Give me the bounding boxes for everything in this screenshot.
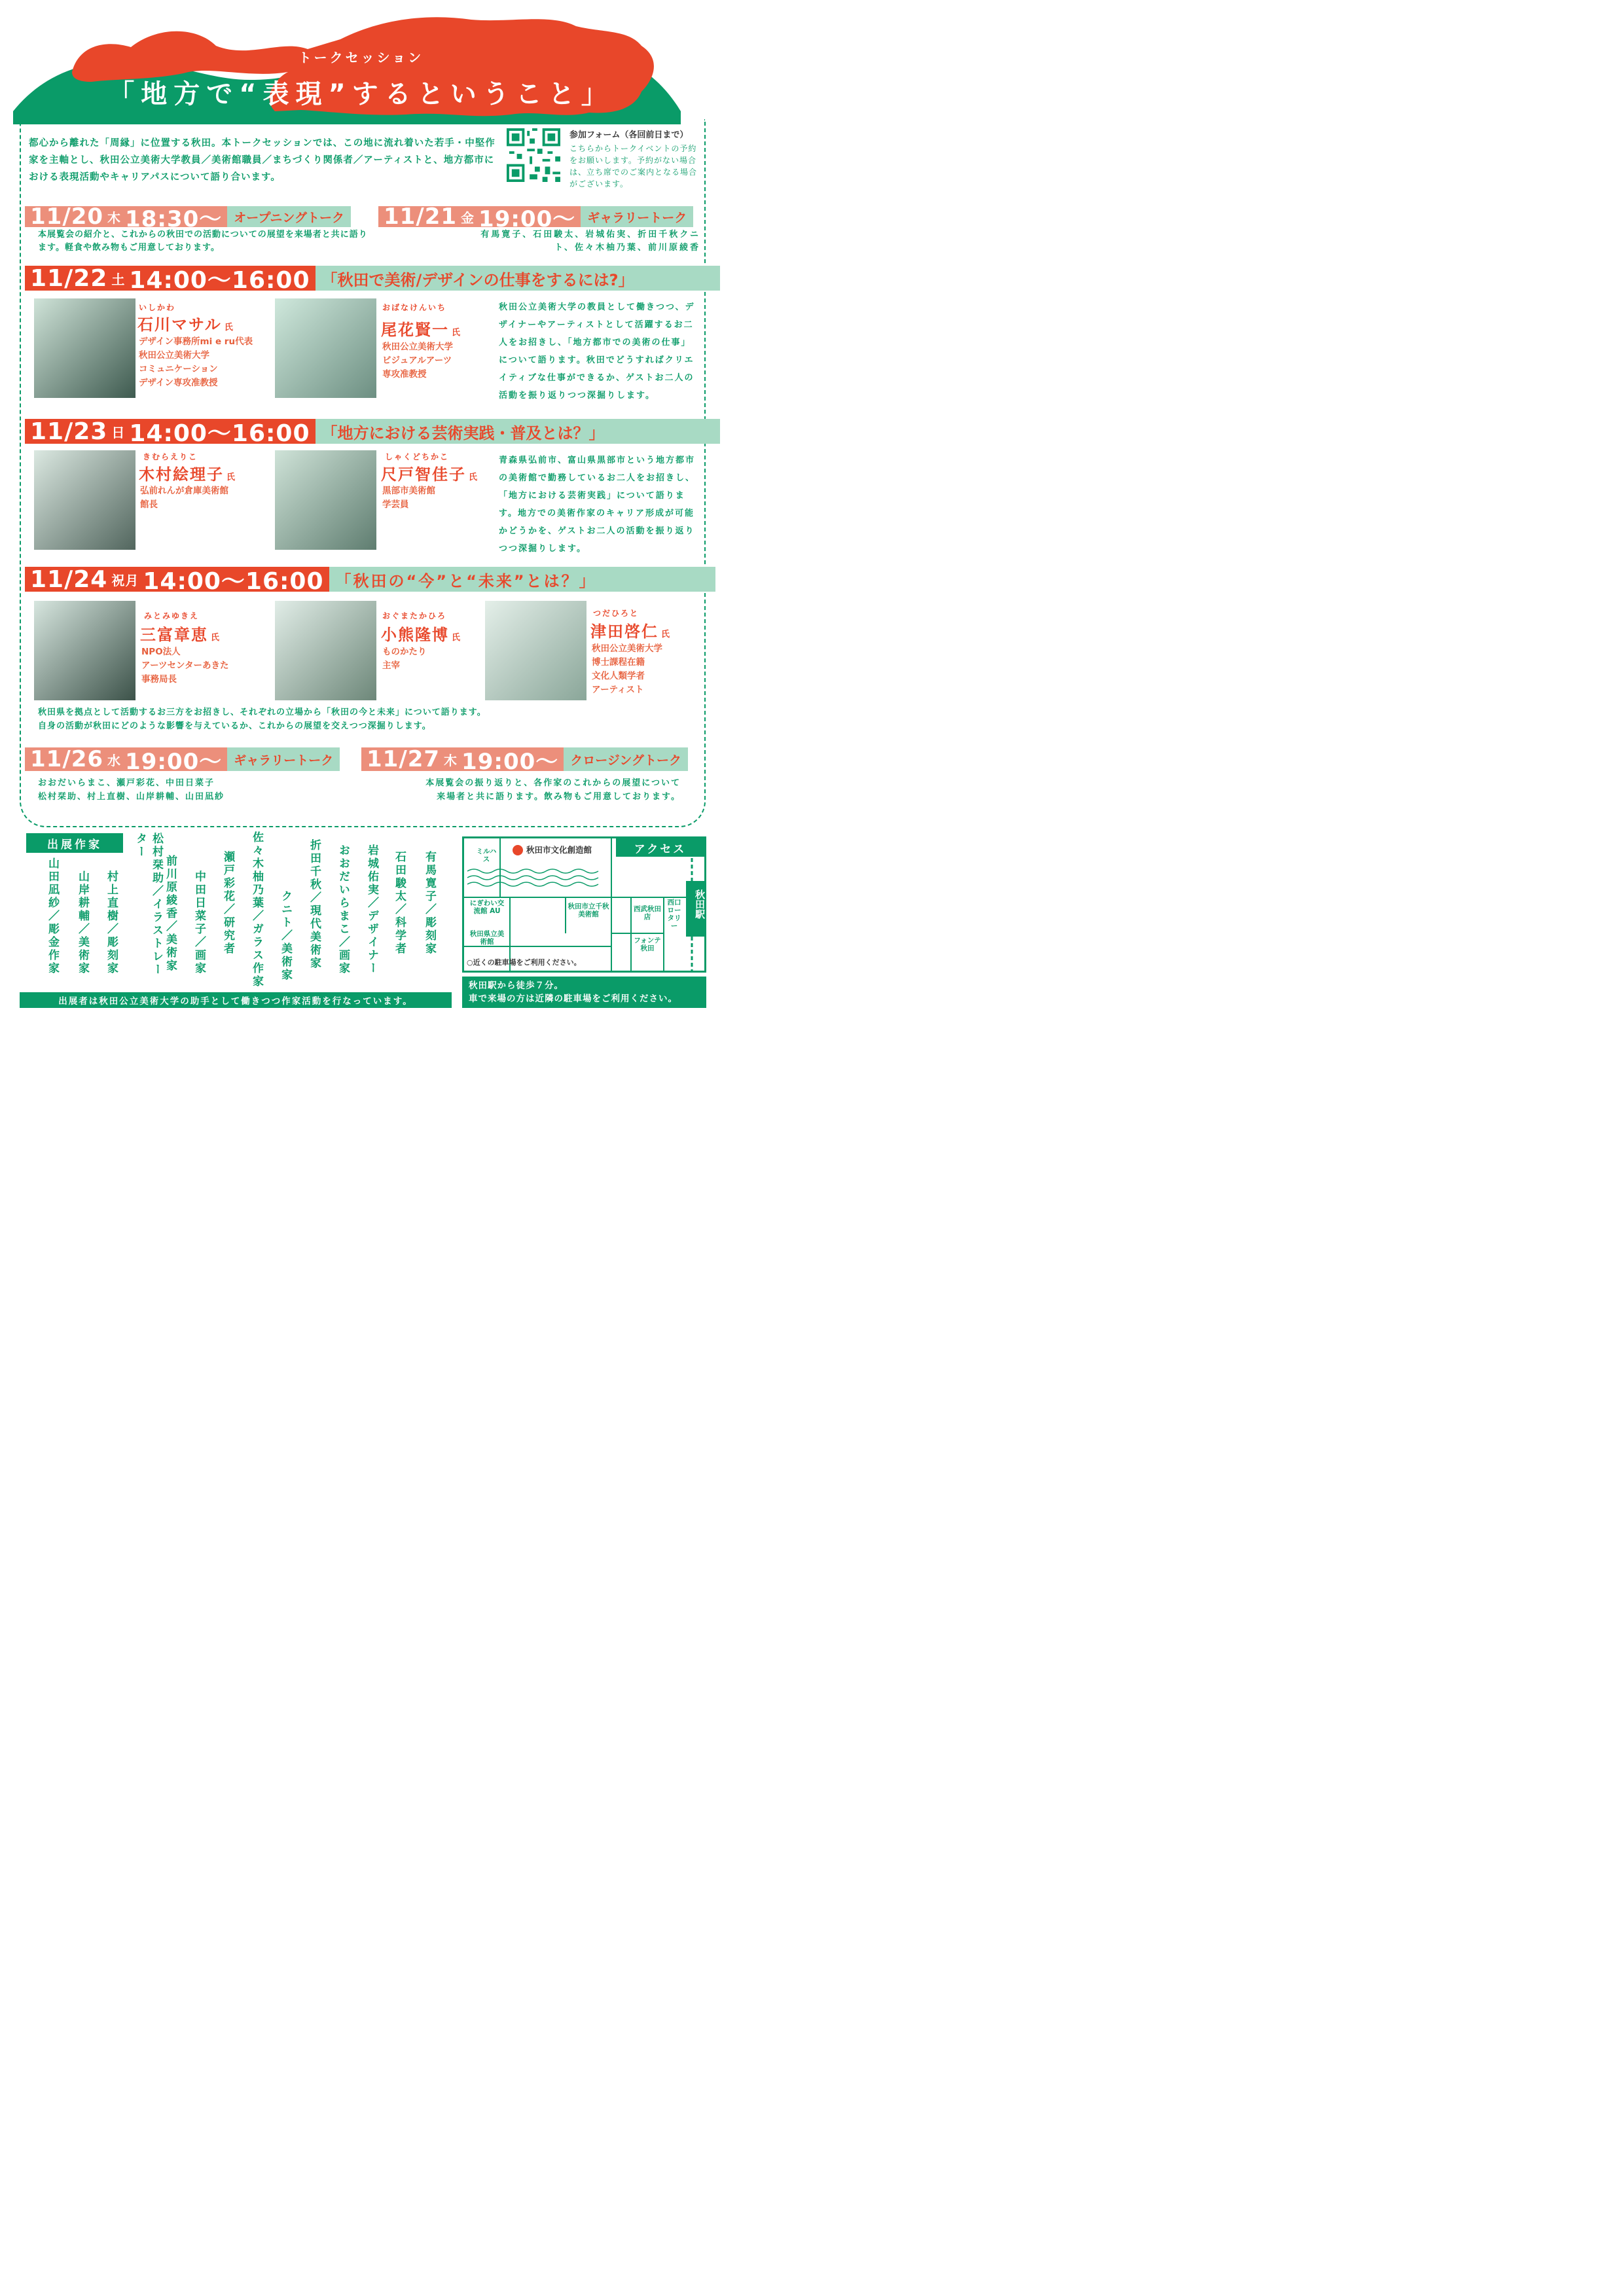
guest-role: 黒部市美術館 学芸員: [382, 486, 435, 510]
guest-name: 木村絵理子 氏: [139, 465, 237, 484]
guest-photo-obana: [275, 298, 376, 398]
place-fonte: フォンテ秋田: [634, 937, 661, 952]
session-tag: ギャラリートーク: [227, 747, 340, 771]
guest-kana: みとみゆきえ: [144, 611, 200, 620]
intro-text: 都心から離れた「周縁」に位置する秋田。本トークセッションでは、この地に流れ着いた若手・中堅作家を主軸とし、秋田公立美術大学教員／美術館職員／まちづくり関係者／アーティストと、地方都市における表現活動やキャリアパスについて語り合います。: [29, 138, 496, 183]
guest-kana: つだひろと: [593, 609, 640, 618]
qr-code-icon[interactable]: [507, 128, 560, 182]
guest-photo-shakudo: [275, 450, 376, 550]
artist-entry: 松村栞助／イラストレーター: [134, 833, 163, 977]
guest-name: 津田啓仁 氏: [590, 622, 672, 641]
session-desc: 有馬寛子、石田駿太、岩城佑実、折田千秋クニト、佐々木柚乃葉、前川原綾香: [480, 230, 700, 253]
session-bar-1121: [378, 204, 693, 232]
session-bar-1124: [25, 565, 715, 595]
venue-label: 秋田市文化創造館: [526, 845, 592, 855]
artist-entry: 山田凪紗／彫金作家: [46, 857, 59, 975]
place-west-rotary: 西口ロータリー: [667, 899, 681, 930]
session-date: 11/20 木 18:30～: [25, 206, 227, 227]
place-senshu-museum: 秋田市立千秋美術館: [568, 903, 609, 918]
guest-role: 秋田公立美術大学 ビジュアルアーツ 専攻准教授: [382, 342, 453, 380]
guest-kana: おばなけんいち: [382, 303, 447, 312]
session-date: 11/26 水 19:00～: [25, 747, 227, 771]
session-tag: 「秋田で美術/デザインの仕事をするには?」: [316, 266, 720, 291]
guest-name: 尺戸智佳子 氏: [381, 465, 479, 484]
session-tag: オープニングトーク: [227, 206, 351, 227]
session-bar-1122: [25, 264, 720, 294]
place-seibu: 西武秋田店: [634, 905, 661, 921]
parking-note: ○近くの駐車場をご利用ください。: [467, 958, 581, 967]
form-title: 参加フォーム（各回前日まで）: [569, 130, 689, 140]
place-akita-museum: 秋田県立美術館: [469, 930, 505, 946]
session-bar-1120: [25, 204, 351, 232]
access-title: アクセス: [616, 838, 704, 857]
artists-label: 出展作家: [26, 833, 123, 853]
artist-entry: おおだいらまこ／画家: [336, 844, 350, 975]
artist-entry: 有馬寛子／彫刻家: [423, 851, 436, 956]
session-tag: 「秋田の“今”と“未来”とは？」: [329, 567, 715, 592]
guest-role: NPO法人 アーツセンターあきた 事務局長: [141, 647, 229, 685]
session-date: 11/21 金 19:00～: [378, 206, 581, 227]
artist-entry: 前川原綾香／美術家: [164, 855, 177, 973]
artist-entry: 佐々木柚乃葉／ガラス作家: [250, 831, 263, 988]
session-date: 11/22 土 14:00～16:00: [25, 266, 316, 291]
header-subtitle: トークセッション: [298, 50, 424, 65]
guest-kana: しゃくどちかこ: [385, 452, 450, 461]
artist-entry: 中田日菜子／画家: [192, 870, 206, 975]
guest-kana: おぐまたかひろ: [382, 611, 447, 620]
session-desc: 本展覧会の振り返りと、各作家のこれからの展望について 来場者と共に語ります。飲み物もご用意しております。: [425, 778, 681, 802]
session-tag: ギャラリートーク: [581, 206, 693, 227]
guest-kana: きむらえりこ: [143, 452, 198, 461]
place-au: にぎわい交流館 AU: [469, 899, 505, 915]
artist-entry: 瀬戸彩花／研究者: [221, 851, 234, 956]
session-tag: 「地方における芸術実践・普及とは？」: [316, 419, 720, 444]
guest-photo-ishikawa: [34, 298, 135, 398]
artist-entry: 山岸耕輔／美術家: [76, 870, 89, 975]
session-tag: クロージングトーク: [564, 747, 688, 771]
guest-name: 三富章恵 氏: [140, 626, 221, 644]
session-desc: おおだいらまこ、瀬戸彩花、中田日菜子 松村栞助、村上直樹、山岸耕輔、山田凪紗: [38, 778, 225, 802]
access-note-walk: 秋田駅から徒歩７分。: [469, 980, 564, 991]
guest-photo-kimura: [34, 450, 135, 550]
artist-entry: 岩城佑実／デザイナー: [365, 844, 378, 975]
session-desc: 本展覧会の紹介と、これからの秋田での活動についての展望を来場者と共に語ります。軽食や飲み物もご用意しております。: [38, 230, 368, 253]
artist-entry: 石田駿太／科学者: [393, 851, 406, 956]
form-text: こちらからトークイベントの予約をお願いします。予約がない場合は、立ち席でのご案内となる場合がございます。: [569, 144, 698, 188]
guest-role: 弘前れんが倉庫美術館 館長: [140, 486, 228, 510]
access-note: [462, 977, 706, 1008]
place-milhas: ミルハス: [476, 848, 497, 863]
session-desc: 青森県弘前市、富山県黒部市という地方都市の美術館で勤務しているお二人をお招きし、「地方における芸術実践」について語ります。地方での美術作家のキャリア形成が可能かどうかを、ゲストお二人の活動を振り返りつつ深掘りします。: [499, 456, 696, 554]
artist-entry: 折田千秋／現代美術家: [308, 839, 321, 970]
guest-photo-tsuda: [485, 601, 586, 700]
session-date: 11/27 木 19:00～: [361, 747, 564, 771]
access-note-car: 車で来場の方は近隣の駐車場をご利用ください。: [469, 994, 677, 1004]
access-map[interactable]: [462, 836, 706, 973]
session-date: 11/24 祝月 14:00～16:00: [25, 567, 329, 592]
artists-note: 出展者は秋田公立美術大学の助手として働きつつ作家活動を行なっています。: [20, 992, 452, 1008]
guest-role: デザイン事務所mi e ru代表 秋田公立美術大学 コミュニケーション デザイン専攻准教授: [139, 336, 253, 388]
header-title: 「地方で“表現”するということ」: [108, 79, 614, 109]
guest-name: 石川マサル 氏: [137, 315, 234, 334]
guest-role: ものかたり 主宰: [382, 647, 427, 671]
guest-name: 尾花賢一 氏: [381, 321, 462, 339]
guest-photo-oguma: [275, 601, 376, 700]
session-bar-1123: [25, 418, 720, 447]
guest-kana: いしかわ: [139, 303, 176, 312]
guest-name: 小熊隆博 氏: [381, 626, 462, 644]
guest-photo-mitomi: [34, 601, 135, 700]
artist-entry: クニト／美術家: [279, 890, 292, 982]
session-desc: 秋田公立美術大学の教員として働きつつ、デザイナーやアーティストとして活躍するお二人をお招きし、「地方都市での美術の仕事」について語ります。秋田でどうすればクリエイティブな仕事ができるか、ゲストお二人の活動を振り返りつつ深掘りします。: [499, 302, 695, 401]
artist-entry: 村上直樹／彫刻家: [105, 870, 118, 975]
guest-role: 秋田公立美術大学 博士課程在籍 文化人類学者 アーティスト: [592, 643, 662, 695]
session-bar-1127: [361, 746, 688, 775]
session-date: 11/23 日 14:00～16:00: [25, 419, 316, 444]
session-desc: 秋田県を拠点として活動するお三方をお招きし、それぞれの立場から「秋田の今と未来」について語ります。 自身の活動が秋田にどのような影響を与えているか、これからの展望を交えつつ深掘りします。: [38, 708, 486, 731]
akita-station-label: 秋田駅: [694, 889, 706, 919]
session-bar-1126: [25, 746, 340, 775]
